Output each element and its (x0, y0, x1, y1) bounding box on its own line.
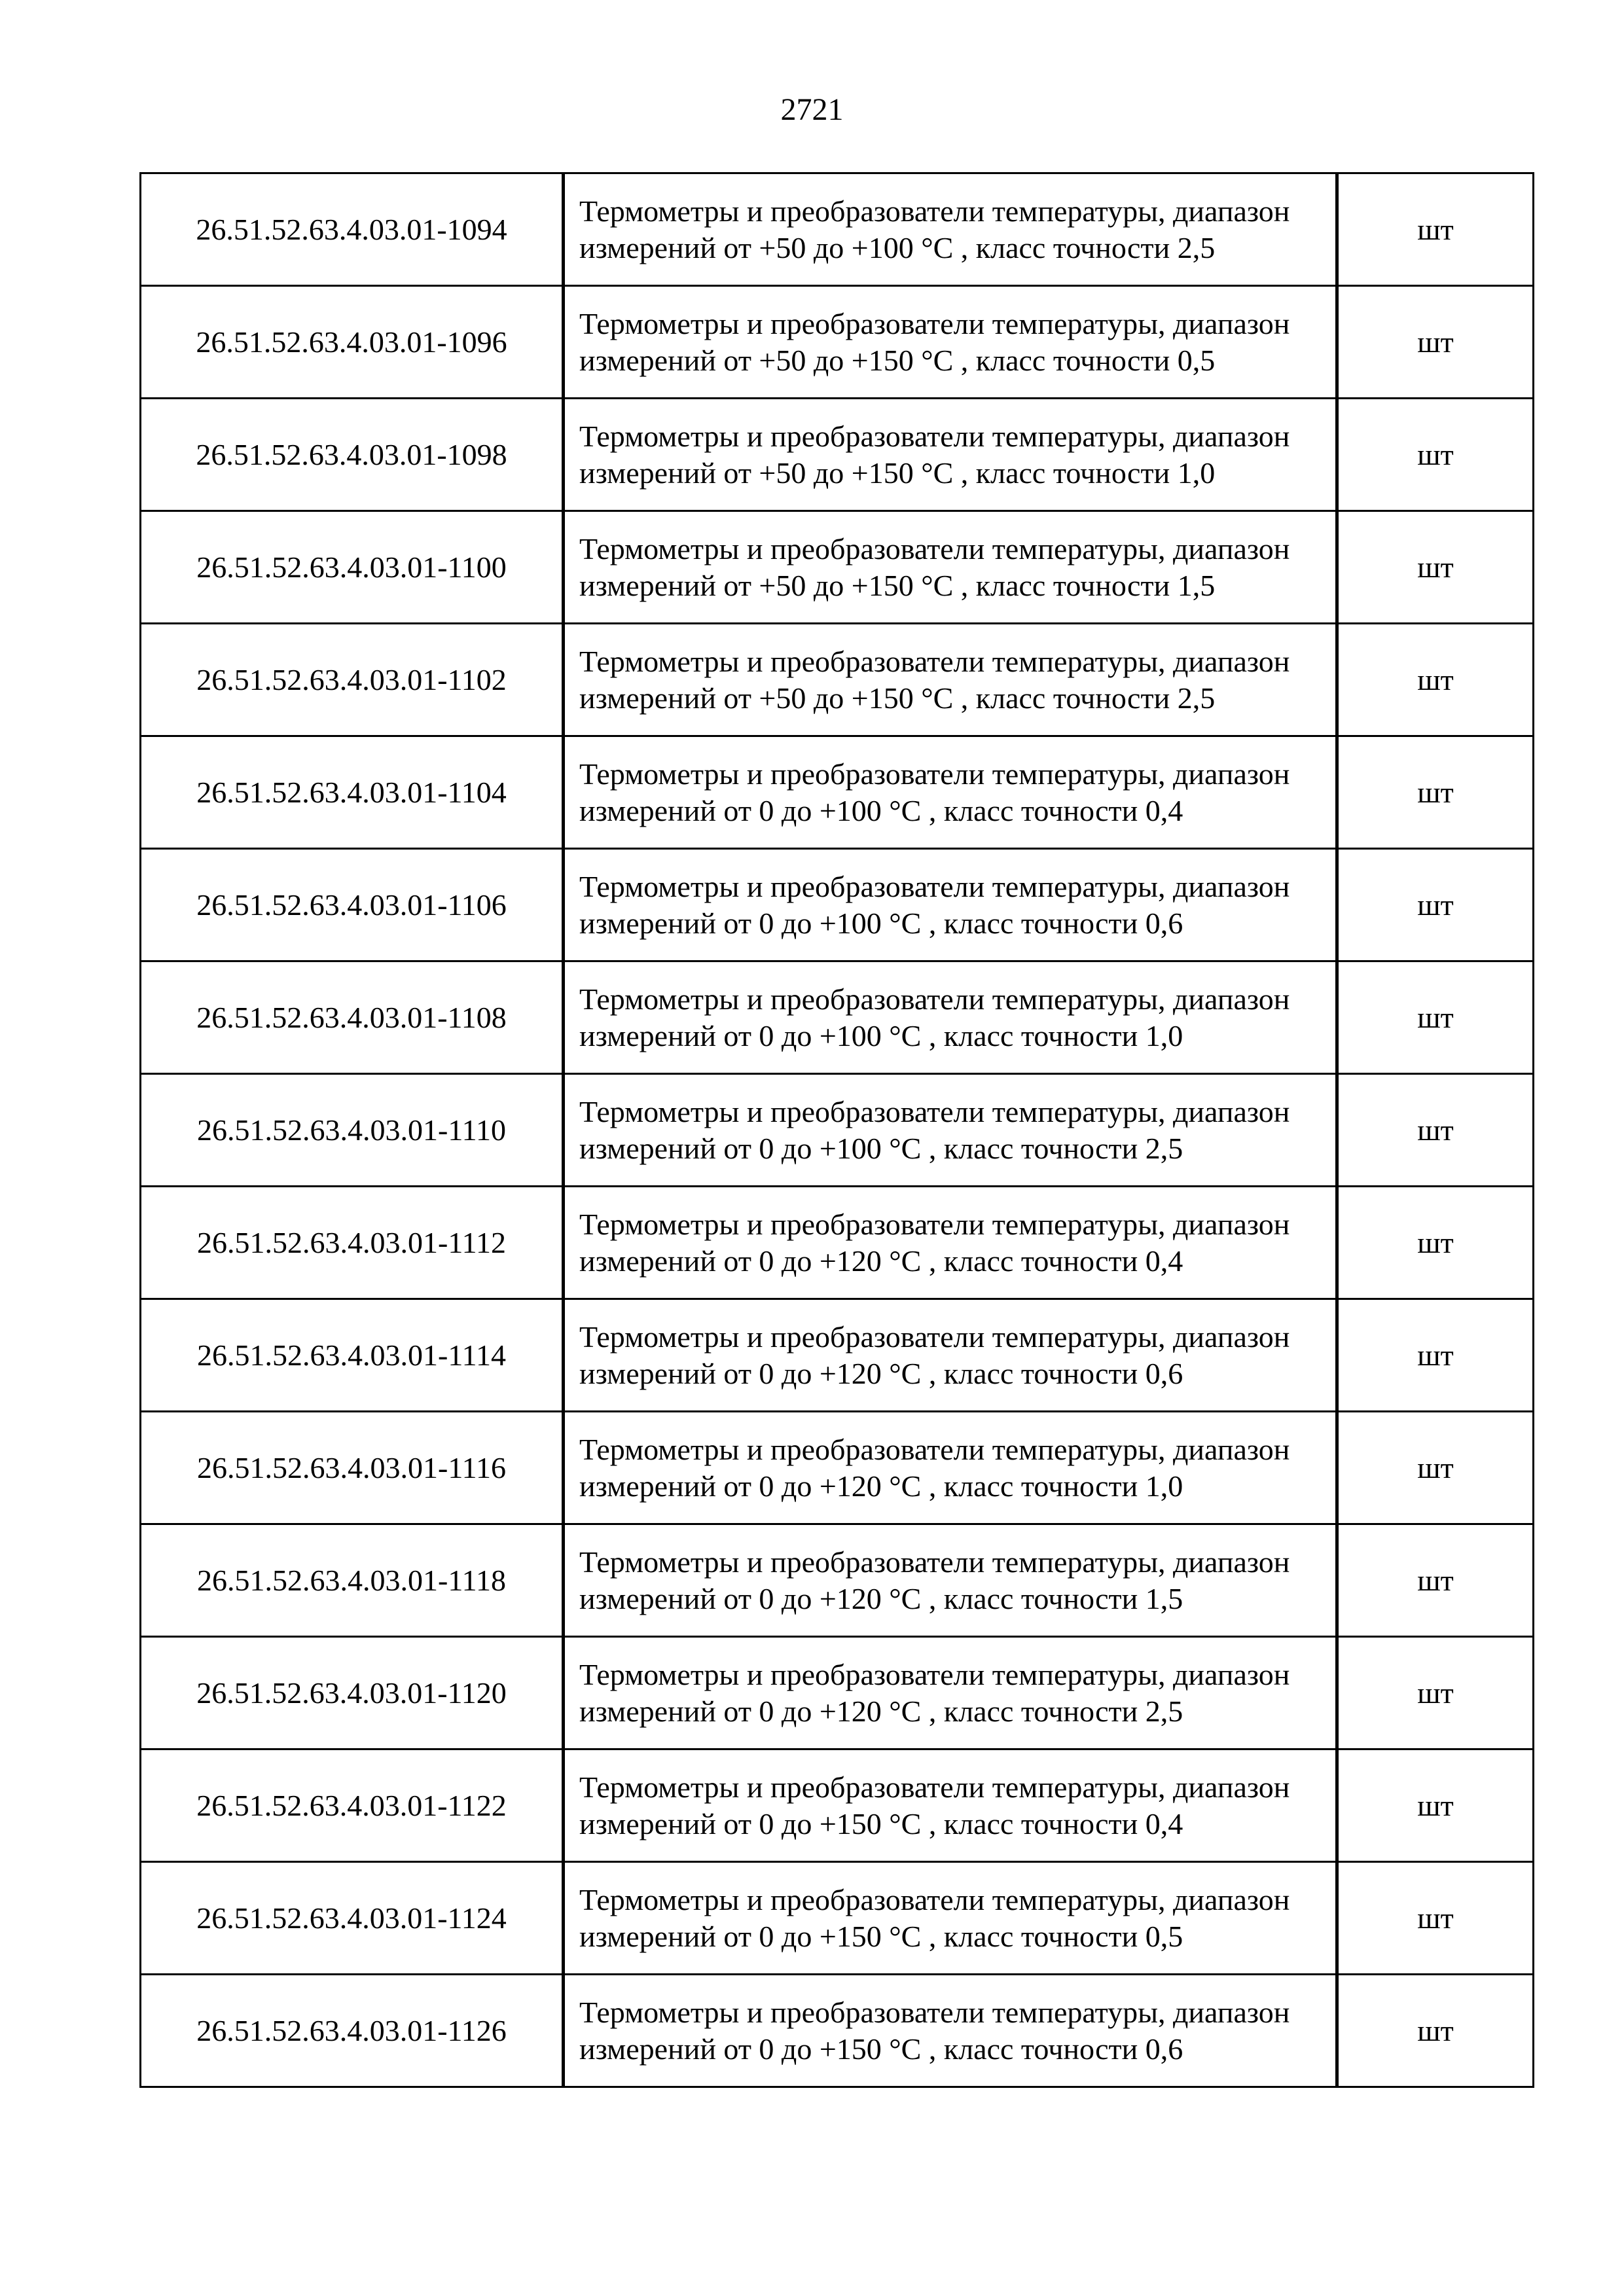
table-row (141, 1074, 1534, 1187)
description-cell (564, 1074, 1337, 1187)
code-cell: 26.51.52.63.4.03.01-1122 (141, 1749, 564, 1862)
description-text: Термометры и преобразователи температуры, диапазон измерений от 0 до +100 °С , класс точности 2,5 (579, 1094, 1290, 1165)
unit-cell: шт (1337, 849, 1534, 961)
table-row (141, 624, 1534, 736)
table-row (141, 1299, 1534, 1412)
description-text: Термометры и преобразователи температуры, диапазон измерений от 0 до +120 °С , класс точности 2,5 (579, 1657, 1290, 1728)
code-cell: 26.51.52.63.4.03.01-1102 (141, 624, 564, 736)
code-cell: 26.51.52.63.4.03.01-1116 (141, 1412, 564, 1524)
description-text: Термометры и преобразователи температуры, диапазон измерений от +50 до +150 °С , класс точности 0,5 (579, 306, 1290, 377)
description-text: Термометры и преобразователи температуры, диапазон измерений от 0 до +120 °С , класс точности 0,6 (579, 1319, 1290, 1390)
unit-cell: шт (1337, 1637, 1534, 1749)
code-cell: 26.51.52.63.4.03.01-1104 (141, 736, 564, 849)
unit-cell: шт (1337, 1074, 1534, 1187)
table-row (141, 1862, 1534, 1975)
unit-cell: шт (1337, 736, 1534, 849)
code-cell: 26.51.52.63.4.03.01-1098 (141, 399, 564, 511)
unit-cell: шт (1337, 1187, 1534, 1299)
description-cell (564, 736, 1337, 849)
description-cell (564, 1412, 1337, 1524)
description-cell (564, 1862, 1337, 1975)
description-cell (564, 511, 1337, 624)
table-row (141, 1637, 1534, 1749)
description-cell (564, 1749, 1337, 1862)
description-text: Термометры и преобразователи температуры, диапазон измерений от +50 до +150 °С , класс точности 2,5 (579, 644, 1290, 715)
description-text: Термометры и преобразователи температуры, диапазон измерений от 0 до +150 °С , класс точности 0,4 (579, 1770, 1290, 1840)
unit-cell: шт (1337, 1862, 1534, 1975)
unit-cell: шт (1337, 961, 1534, 1074)
table-row (141, 399, 1534, 511)
table-row (141, 1975, 1534, 2087)
code-cell: 26.51.52.63.4.03.01-1120 (141, 1637, 564, 1749)
code-cell: 26.51.52.63.4.03.01-1096 (141, 286, 564, 399)
code-cell: 26.51.52.63.4.03.01-1124 (141, 1862, 564, 1975)
unit-cell: шт (1337, 286, 1534, 399)
table-row (141, 511, 1534, 624)
description-cell (564, 624, 1337, 736)
description-cell (564, 399, 1337, 511)
code-cell: 26.51.52.63.4.03.01-1112 (141, 1187, 564, 1299)
unit-cell: шт (1337, 624, 1534, 736)
unit-cell: шт (1337, 1412, 1534, 1524)
table-row (141, 1524, 1534, 1637)
unit-cell: шт (1337, 511, 1534, 624)
price-table-body (141, 173, 1534, 2087)
table-row (141, 1412, 1534, 1524)
description-text: Термометры и преобразователи температуры, диапазон измерений от +50 до +100 °С , класс точности 2,5 (579, 194, 1290, 264)
code-cell: 26.51.52.63.4.03.01-1106 (141, 849, 564, 961)
description-text: Термометры и преобразователи температуры, диапазон измерений от 0 до +120 °С , класс точности 0,4 (579, 1207, 1290, 1278)
code-cell: 26.51.52.63.4.03.01-1100 (141, 511, 564, 624)
description-text: Термометры и преобразователи температуры, диапазон измерений от 0 до +100 °С , класс точности 0,6 (579, 869, 1290, 940)
code-cell: 26.51.52.63.4.03.01-1114 (141, 1299, 564, 1412)
description-text: Термометры и преобразователи температуры, диапазон измерений от 0 до +120 °С , класс точности 1,0 (579, 1432, 1290, 1503)
code-cell: 26.51.52.63.4.03.01-1108 (141, 961, 564, 1074)
table-row (141, 736, 1534, 849)
description-text: Термометры и преобразователи температуры, диапазон измерений от 0 до +150 °С , класс точности 0,5 (579, 1882, 1290, 1953)
description-text: Термометры и преобразователи температуры, диапазон измерений от 0 до +100 °С , класс точности 1,0 (579, 982, 1290, 1052)
table-row (141, 173, 1534, 286)
unit-cell: шт (1337, 1749, 1534, 1862)
code-cell: 26.51.52.63.4.03.01-1110 (141, 1074, 564, 1187)
unit-cell: шт (1337, 1524, 1534, 1637)
page-number: 2721 (780, 92, 844, 127)
table-row (141, 961, 1534, 1074)
description-cell (564, 286, 1337, 399)
description-text: Термометры и преобразователи температуры, диапазон измерений от 0 до +150 °С , класс точности 0,6 (579, 1995, 1290, 2066)
code-cell: 26.51.52.63.4.03.01-1126 (141, 1975, 564, 2087)
table-row (141, 1187, 1534, 1299)
unit-cell: шт (1337, 399, 1534, 511)
description-cell (564, 1637, 1337, 1749)
code-cell: 26.51.52.63.4.03.01-1118 (141, 1524, 564, 1637)
unit-cell: шт (1337, 1299, 1534, 1412)
table-row (141, 849, 1534, 961)
description-cell (564, 173, 1337, 286)
table-row (141, 1749, 1534, 1862)
description-text: Термометры и преобразователи температуры, диапазон измерений от 0 до +120 °С , класс точности 1,5 (579, 1545, 1290, 1615)
price-table (139, 172, 1534, 2088)
description-cell (564, 1975, 1337, 2087)
unit-cell: шт (1337, 1975, 1534, 2087)
code-cell: 26.51.52.63.4.03.01-1094 (141, 173, 564, 286)
description-cell (564, 1187, 1337, 1299)
table-row (141, 286, 1534, 399)
description-cell (564, 1299, 1337, 1412)
description-text: Термометры и преобразователи температуры, диапазон измерений от +50 до +150 °С , класс точности 1,0 (579, 419, 1290, 490)
description-cell (564, 849, 1337, 961)
description-cell (564, 1524, 1337, 1637)
description-text: Термометры и преобразователи температуры, диапазон измерений от 0 до +100 °С , класс точности 0,4 (579, 757, 1290, 827)
description-text: Термометры и преобразователи температуры, диапазон измерений от +50 до +150 °С , класс точности 1,5 (579, 531, 1290, 602)
description-cell (564, 961, 1337, 1074)
unit-cell: шт (1337, 173, 1534, 286)
